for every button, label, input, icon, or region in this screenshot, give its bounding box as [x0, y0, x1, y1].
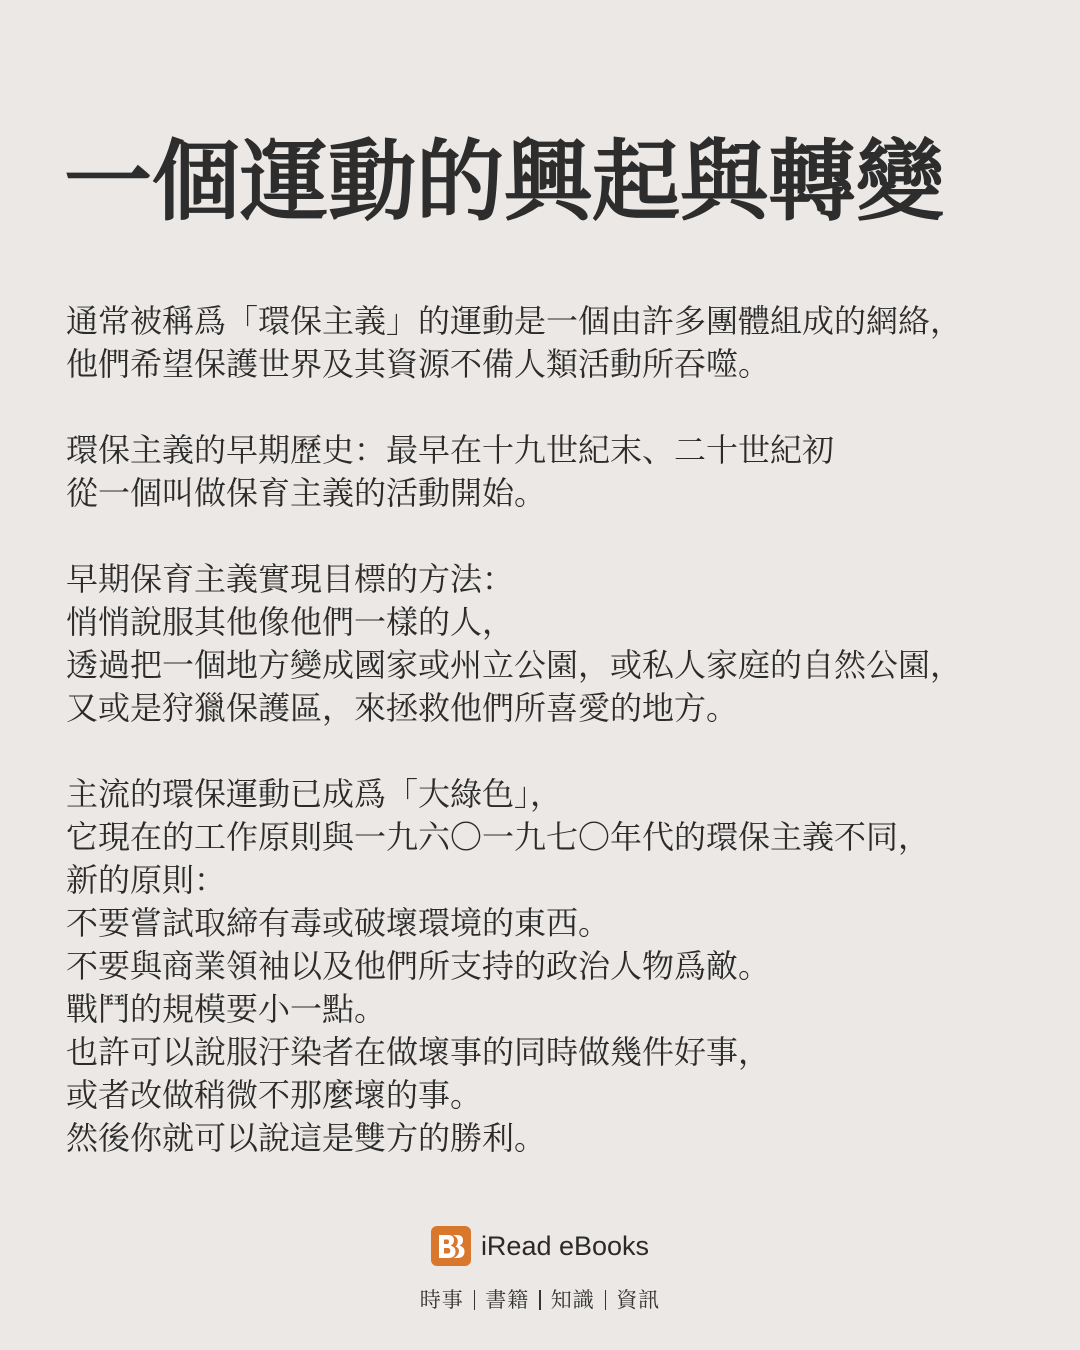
tagline — [0, 1284, 1080, 1314]
paragraph-big-green — [66, 773, 1076, 1160]
text-line: 然後你就可以說這是雙方的勝利。 — [66, 1119, 547, 1157]
text-line: 也許可以說服汙染者在做壞事的同時做幾件好事， — [66, 1033, 771, 1071]
text-line: 新的原則： — [66, 861, 227, 899]
brand — [431, 1226, 649, 1266]
iread-logo-icon — [431, 1226, 471, 1266]
tag-books: 書籍 — [485, 1288, 530, 1312]
divider — [474, 1290, 476, 1310]
tag-knowledge: 知識 — [550, 1288, 595, 1312]
text-line: 早期保育主義實現目標的方法： — [66, 560, 515, 598]
article-body — [66, 300, 1076, 1203]
tag-current-affairs: 時事 — [419, 1288, 464, 1312]
text-line: 或者改做稍微不那麼壞的事。 — [66, 1076, 483, 1114]
paragraph-history — [66, 429, 1076, 515]
text-line: 從一個叫做保育主義的活動開始。 — [66, 474, 547, 512]
tag-information: 資訊 — [616, 1288, 661, 1312]
footer — [0, 1226, 1080, 1314]
paragraph-intro — [66, 300, 1076, 386]
text-line: 戰鬥的規模要小一點。 — [66, 990, 387, 1028]
text-line: 透過把一個地方變成國家或州立公園，或私人家庭的自然公園， — [66, 646, 963, 684]
text-line: 又或是狩獵保護區，來拯救他們所喜愛的地方。 — [66, 689, 739, 727]
text-line: 不要嘗試取締有毒或破壞環境的東西。 — [66, 904, 611, 942]
text-line: 他們希望保護世界及其資源不備人類活動所吞噬。 — [66, 345, 771, 383]
paragraph-methods — [66, 558, 1076, 730]
divider — [605, 1290, 607, 1310]
text-line: 環保主義的早期歷史：最早在十九世紀末、二十世紀初 — [66, 431, 835, 469]
brand-name: iRead eBooks — [480, 1230, 650, 1261]
divider — [539, 1290, 541, 1310]
text-line: 通常被稱爲「環保主義」的運動是一個由許多團體組成的網絡， — [66, 302, 963, 340]
text-line: 主流的環保運動已成爲「大綠色」， — [66, 775, 563, 813]
text-line: 它現在的工作原則與一九六〇一九七〇年代的環保主義不同， — [66, 818, 931, 856]
text-line: 不要與商業領袖以及他們所支持的政治人物爲敵。 — [66, 947, 771, 985]
page-title: 一個運動的興起與轉變 — [64, 130, 945, 233]
text-line: 悄悄說服其他像他們一樣的人， — [66, 603, 515, 641]
